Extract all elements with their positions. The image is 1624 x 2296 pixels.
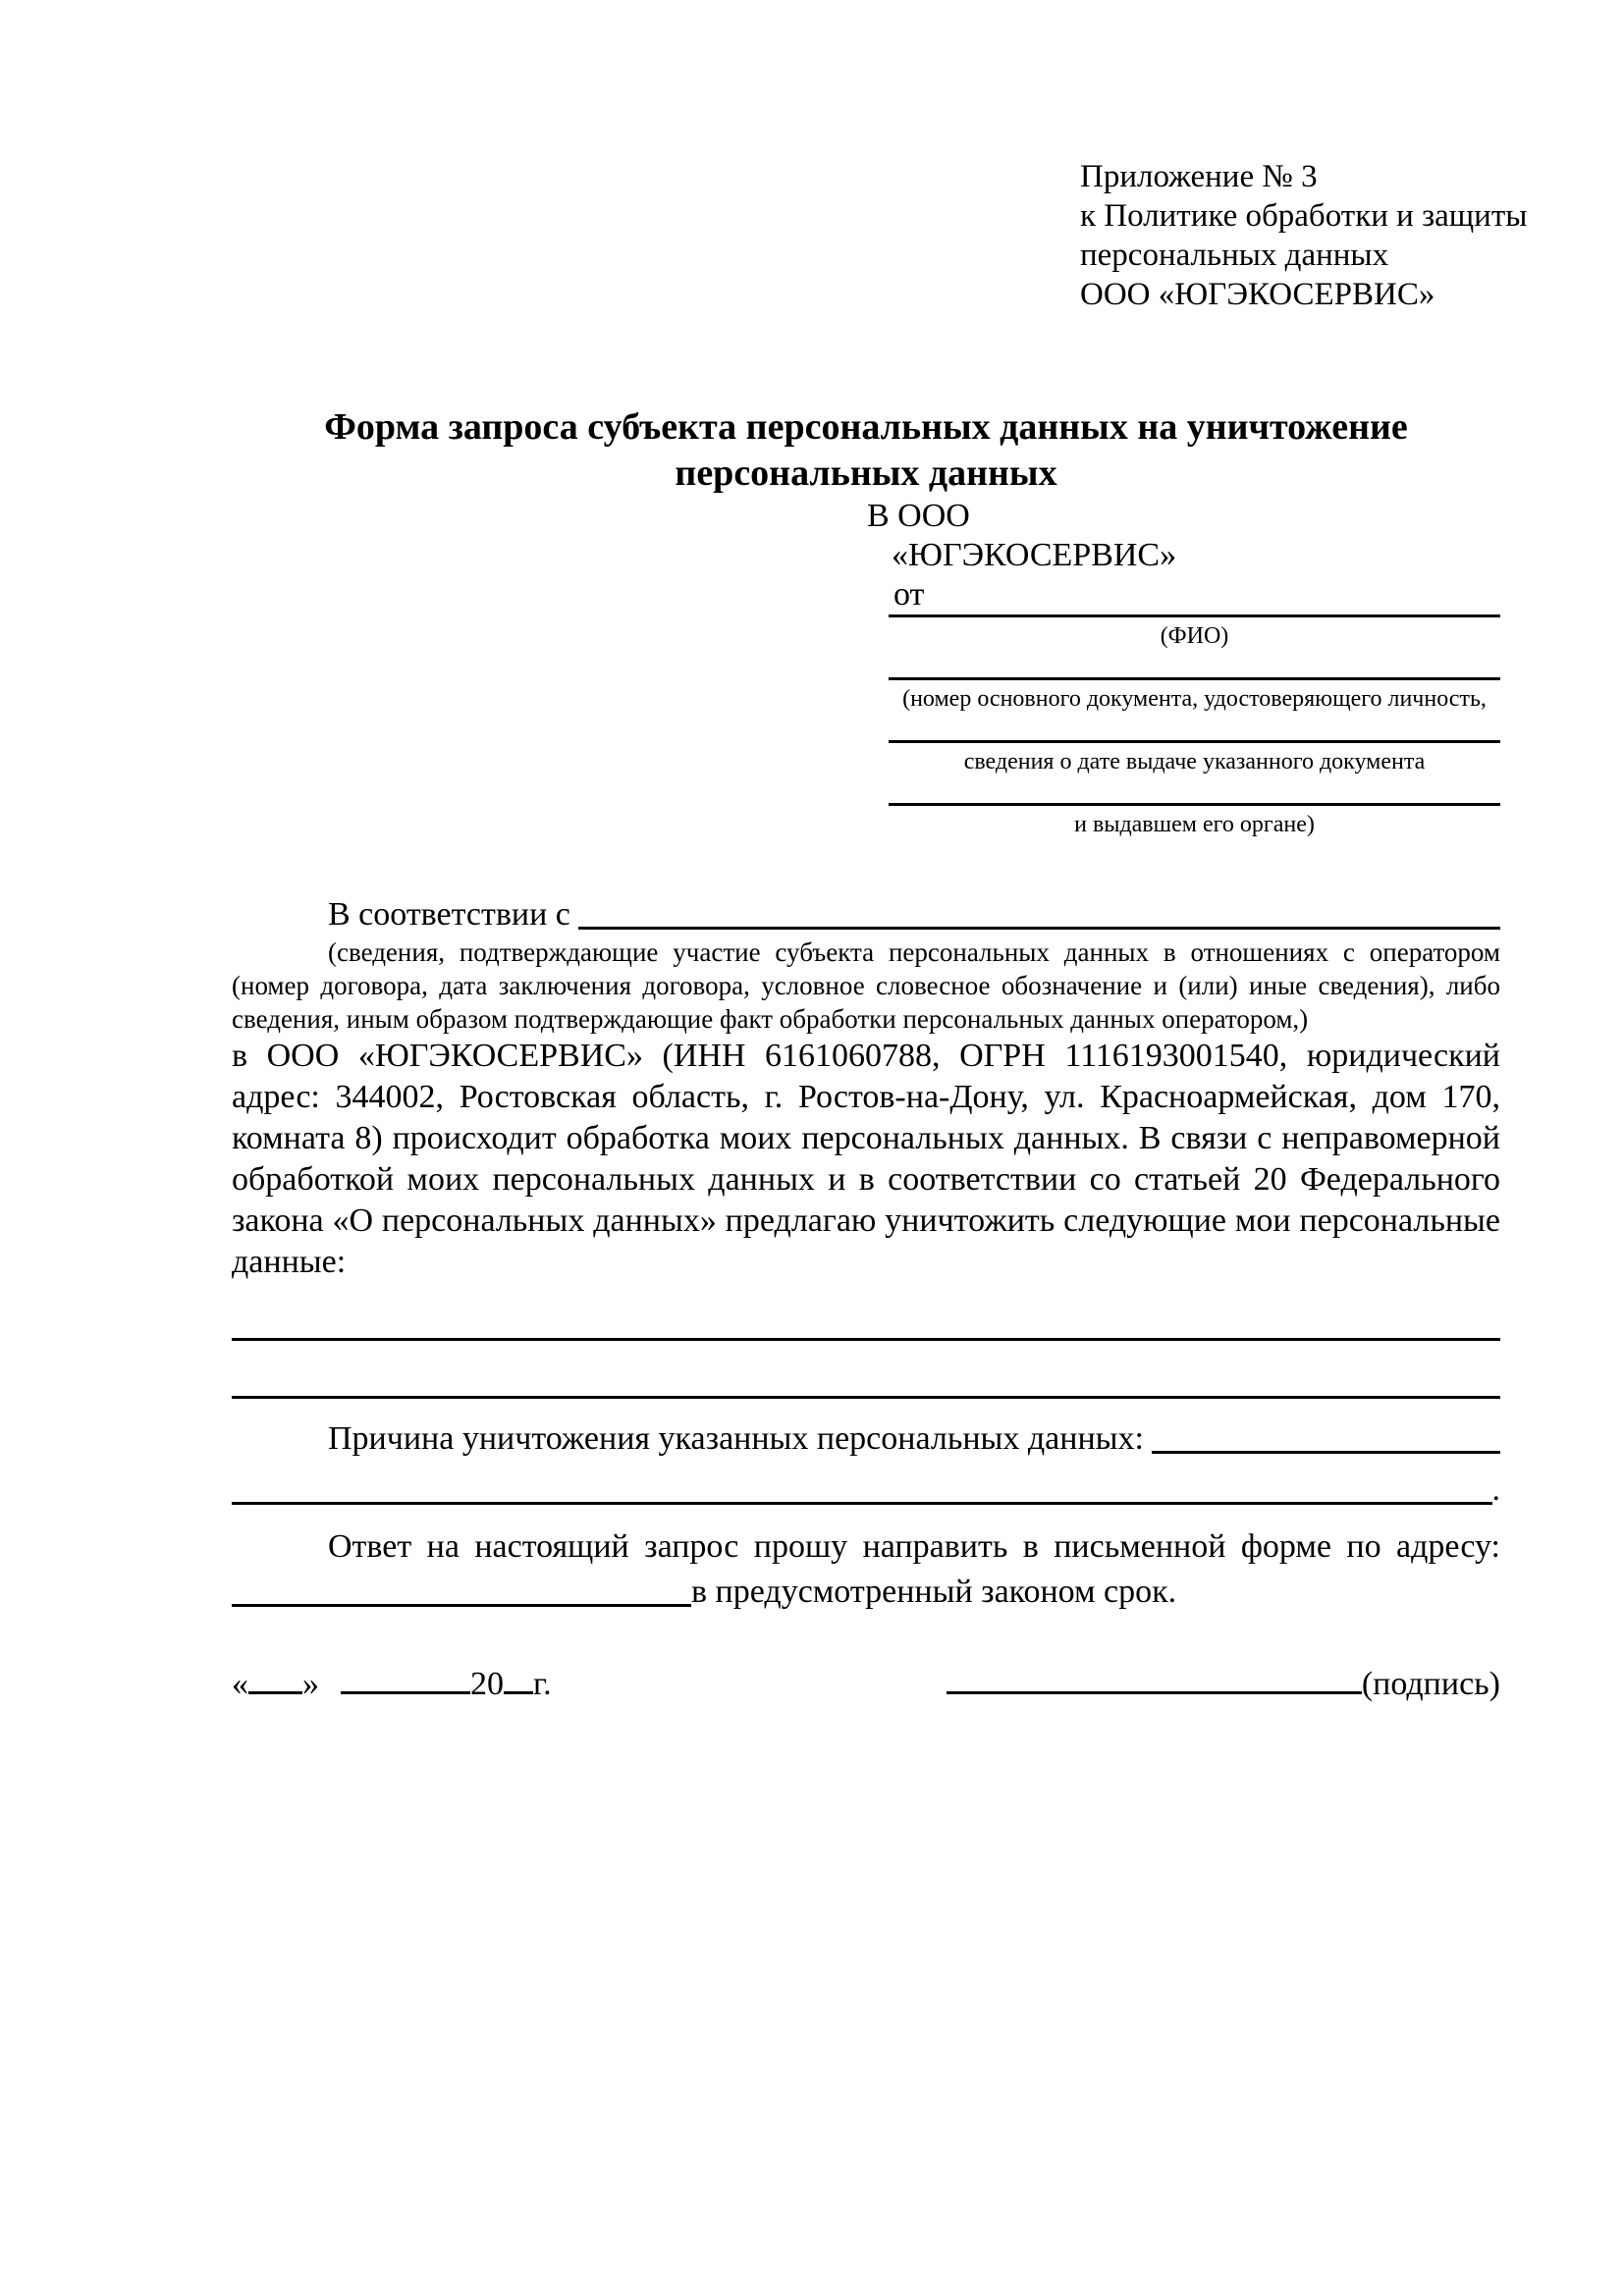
appendix-note-line: Приложение № 3 (1080, 159, 1318, 194)
date-field (232, 1664, 552, 1705)
appendix-note-line: персональных данных (1080, 238, 1389, 273)
signature-field (947, 1664, 1500, 1705)
address-field-line[interactable] (232, 1604, 691, 1607)
accordance-hint: (сведения, подтверждающие участие субъекта персональных данных в отношениях с оператором (номер договора, дата заключения договора, условное словесное обозначение и (или) иные сведения), либо сведения, иным образом подтверждающие факт обработки персональных данных оператором,) (232, 937, 1500, 1034)
fio-field (889, 614, 1500, 651)
appendix-note-line: к Политике обработки и защиты (1080, 198, 1528, 234)
date-century: 20 (470, 1666, 504, 1702)
reason-label: Причина уничтожения указанных персональных данных: (328, 1420, 1144, 1457)
doc-issue-date-field-hint: сведения о дате выдаче указанного документа (963, 749, 1426, 774)
reason-row (232, 1418, 1500, 1460)
date-close-quote: » (302, 1666, 319, 1702)
data-to-destroy-line-2[interactable] (232, 1341, 1500, 1399)
response-tail: в предусмотренный законом срок. (691, 1574, 1177, 1610)
fio-field-hint: (ФИО) (1160, 623, 1229, 649)
response-address-row (232, 1572, 1500, 1613)
recipient-to-prefix: В ООО (867, 498, 970, 534)
date-signature-row (232, 1664, 1500, 1705)
reason-field-line[interactable] (1152, 1451, 1500, 1454)
appendix-note (1080, 157, 1528, 314)
accordance-prefix: В соответствии с (328, 896, 570, 933)
doc-number-field-hint: (номер основного документа, удостоверяющего личность, (902, 686, 1487, 712)
doc-issue-date-field (889, 740, 1500, 776)
page-title-line1: Форма запроса субъекта персональных данных на уничтожение (324, 406, 1408, 448)
doc-issuer-field-hint: и выдавшем его органе) (1074, 812, 1315, 837)
date-year-suffix: г. (533, 1666, 552, 1702)
date-open-quote: « (232, 1666, 248, 1702)
main-paragraph: в ООО «ЮГЭКОСЕРВИС» (ИНН 6161060788, ОГРН 1116193001540, юридический адрес: 344002, Ростовская область, г. Ростов-на-Дону, ул. Красноармейская, дом 170, комната 8) происходит обработка моих персональных данных. В связи с неправомерной обработкой моих персональных данных и в соответствии со статьей 20 Федерального закона «О персональных данных» предлагаю уничтожить следующие мои персональные данные: (232, 1038, 1500, 1280)
accordance-field-line[interactable] (578, 927, 1500, 930)
date-year-line[interactable] (504, 1691, 533, 1694)
accordance-row (232, 894, 1500, 935)
recipient-org-name: «ЮГЭКОСЕРВИС» (892, 537, 1177, 573)
recipient-from-label: от (893, 576, 925, 613)
page-title-line2: персональных данных (675, 453, 1057, 494)
reason-field-line-2[interactable] (232, 1502, 1492, 1505)
date-month-line[interactable] (341, 1691, 470, 1694)
data-to-destroy-line-1[interactable] (232, 1283, 1500, 1341)
sentence-period: . (1491, 1471, 1500, 1508)
date-day-line[interactable] (248, 1691, 302, 1694)
page-title (232, 404, 1500, 497)
signature-hint: (подпись) (1361, 1666, 1500, 1702)
response-sentence: Ответ на настоящий запрос прошу направить в письменной форме по адресу: (328, 1528, 1500, 1565)
recipient-block (232, 497, 1500, 614)
doc-issuer-field (889, 803, 1500, 839)
reason-continuation-row (232, 1469, 1500, 1511)
signature-line[interactable] (947, 1691, 1362, 1694)
appendix-note-line: ООО «ЮГЭКОСЕРВИС» (1080, 277, 1435, 312)
doc-number-field (889, 677, 1500, 714)
